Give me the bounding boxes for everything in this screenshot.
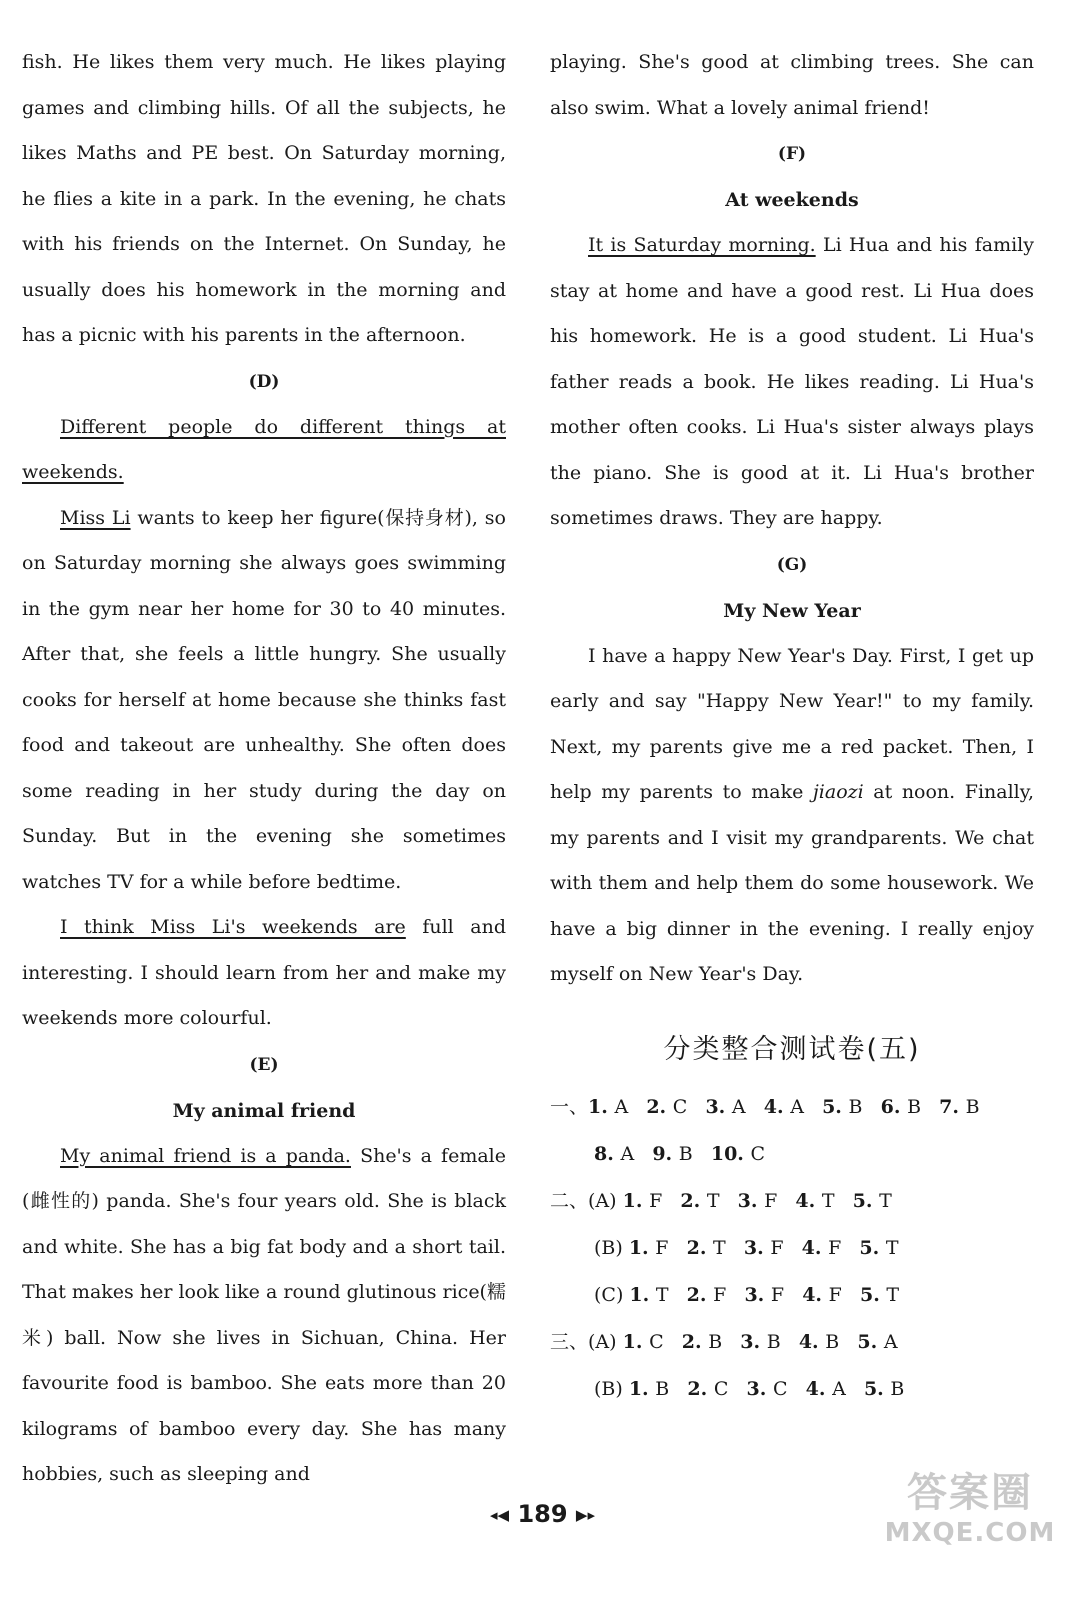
part2-row-c xyxy=(550,1272,917,1319)
answer-value: F xyxy=(655,1236,669,1259)
answer-value: C xyxy=(750,1142,766,1165)
answer-number: 3. xyxy=(737,1189,765,1212)
d-paragraph-2 xyxy=(22,496,506,906)
d-p3-underlined: I think Miss Li's weekends are xyxy=(60,916,406,938)
answer-number: 4. xyxy=(805,1377,833,1400)
answer-value: T xyxy=(713,1236,726,1259)
answer-value: F xyxy=(828,1236,842,1259)
answer-row xyxy=(550,1225,1034,1272)
g-paragraph-1 xyxy=(550,634,1034,998)
answer-number: 6. xyxy=(880,1095,908,1118)
answer-value: F xyxy=(828,1283,842,1306)
answer-sub-label: (B) xyxy=(594,1377,629,1400)
part1-line2 xyxy=(550,1131,783,1178)
answer-number: 4. xyxy=(801,1236,829,1259)
g-p1-part1: I have a happy New Year's Day. First, I get up early and say "Happy New Year!" to my family. Next, my parents give me a red packet. Then, I help my parents to make xyxy=(550,644,1034,803)
section-g-label: (G) xyxy=(776,554,808,575)
e-passage-end: playing. She's good at climbing trees. She can also swim. What a lovely animal friend! xyxy=(550,51,1034,119)
answer-number: 3. xyxy=(705,1095,732,1118)
answer-value: T xyxy=(886,1283,900,1306)
answer-number: 2. xyxy=(681,1330,709,1353)
previous-page-arrows-icon[interactable]: ◂◀ xyxy=(490,1506,510,1524)
g-p1-italic: jiaozi xyxy=(812,781,864,803)
answer-value: T xyxy=(821,1189,835,1212)
d-p2-rest: wants to keep her figure(保持身材), so on Saturday morning she always goes swimming in the gym near her home for 30 to 40 minutes. After that, she feels a little hungry. She usually cooks for herself at home because she thinks fast food and takeout are unhealthy. She often does some reading in her study during the day on Sunday. But in the evening she sometimes watches TV for a while before bedtime. xyxy=(22,506,506,893)
d-intro xyxy=(22,405,506,496)
answer-value: B xyxy=(825,1330,840,1353)
answer-number: 1. xyxy=(628,1236,656,1259)
answer-number: 5. xyxy=(822,1095,849,1118)
answer-number: 2. xyxy=(687,1377,714,1400)
part1-label: 一、 xyxy=(550,1095,589,1118)
d-p2-underlined: Miss Li xyxy=(60,506,131,529)
part1-line1 xyxy=(588,1096,998,1118)
e-p1-rest: She's a female (雌性的) panda. She's four years old. She is black and white. She has a big fat body and a short tail. That makes her look like a round glutinous rice(糯米) ball. Now she lives in Sichuan, China. Her favourite food is bamboo. She eats more than 20 kilograms of bamboo every day. She has many hobbies, such as sleeping and xyxy=(22,1144,506,1485)
answer-number: 10. xyxy=(710,1142,751,1165)
watermark-url: MXQE.COM xyxy=(884,1518,1056,1548)
answer-value: B xyxy=(965,1095,980,1118)
answer-sub-label: (B) xyxy=(594,1236,629,1259)
f-paragraph-1 xyxy=(550,223,1034,542)
answer-row xyxy=(550,1319,1034,1366)
watermark-logo: 答案圈 xyxy=(907,1470,1033,1516)
answer-value: B xyxy=(848,1095,863,1118)
answer-value: A xyxy=(790,1095,804,1118)
answer-number: 9. xyxy=(652,1142,679,1165)
left-column xyxy=(22,40,506,1498)
answer-value: B xyxy=(655,1377,670,1400)
answer-row xyxy=(550,1131,1034,1178)
answer-number: 3. xyxy=(743,1236,771,1259)
answer-value: A xyxy=(731,1095,746,1118)
right-column xyxy=(550,40,1034,1413)
next-page-arrows-icon[interactable]: ▶▸ xyxy=(575,1506,595,1524)
answer-number: 1. xyxy=(588,1095,615,1118)
page-number: 189 xyxy=(517,1500,568,1528)
answer-value: C xyxy=(649,1330,664,1353)
answer-value: F xyxy=(713,1283,727,1306)
d-paragraph-3 xyxy=(22,905,506,1042)
part3-row-b xyxy=(550,1366,922,1413)
answer-value: B xyxy=(708,1330,723,1353)
d-intro-underlined: Different people do different things at weekends. xyxy=(22,415,506,483)
answer-value: B xyxy=(907,1095,922,1118)
f-p1-rest: Li Hua and his family stay at home and have a good rest. Li Hua does his homework. He is a good student. Li Hua's father reads a book. He likes reading. Li Hua's mother often cooks. Li Hua's sister always plays the piano. She is good at it. Li Hua's brother sometimes draws. They are happy. xyxy=(550,234,1034,529)
section-g-title: My New Year xyxy=(723,599,861,622)
answer-value: C xyxy=(672,1095,688,1118)
answer-sub-label: (A) xyxy=(588,1330,623,1353)
answer-value: F xyxy=(770,1283,785,1306)
answer-sub-label: (A) xyxy=(588,1189,623,1212)
answer-number: 5. xyxy=(859,1236,886,1259)
section-f-title: At weekends xyxy=(725,189,859,211)
answer-number: 3. xyxy=(740,1330,767,1353)
answer-value: A xyxy=(883,1330,898,1353)
answer-value: B xyxy=(890,1377,905,1400)
answer-number: 5. xyxy=(863,1377,891,1400)
answer-number: 7. xyxy=(939,1095,966,1118)
answer-row xyxy=(550,1272,1034,1319)
answer-number: 3. xyxy=(746,1377,773,1400)
section-e-title: My animal friend xyxy=(172,1099,356,1122)
answer-number: 1. xyxy=(629,1283,656,1306)
answer-row xyxy=(550,1366,1034,1413)
test-title: 分类整合测试卷(五) xyxy=(663,1033,921,1065)
answer-number: 4. xyxy=(763,1095,791,1118)
answer-value: F xyxy=(649,1189,663,1212)
answer-number: 2. xyxy=(680,1189,707,1212)
answer-number: 8. xyxy=(594,1142,621,1165)
answer-value: A xyxy=(620,1142,635,1165)
answer-number: 1. xyxy=(622,1189,650,1212)
answer-value: F xyxy=(764,1189,778,1212)
part3-row-a xyxy=(588,1331,916,1353)
c-passage-end: fish. He likes them very much. He likes playing games and climbing hills. Of all the subjects, he likes Maths and PE best. On Saturday morning, he flies a kite in a park. In the evening, he chats with his friends on the Internet. On Sunday, he usually does his homework in the morning and has a picnic with his parents in the afternoon. xyxy=(22,51,506,346)
answer-number: 2. xyxy=(686,1236,714,1259)
answer-value: A xyxy=(832,1377,846,1400)
answer-value: C xyxy=(772,1377,788,1400)
answer-value: T xyxy=(655,1283,669,1306)
answer-number: 2. xyxy=(646,1095,673,1118)
g-p1-part2: at noon. Finally, my parents and I visit my grandparents. We chat with them and help them do some housework. We have a big dinner in the evening. I really enjoy myself on New Year's Day. xyxy=(550,781,1034,985)
part2-row-a xyxy=(588,1190,910,1212)
answer-number: 1. xyxy=(622,1330,650,1353)
answer-value: A xyxy=(614,1095,629,1118)
answer-number: 3. xyxy=(744,1283,771,1306)
section-d-label: (D) xyxy=(248,371,280,392)
answer-number: 4. xyxy=(802,1283,829,1306)
answer-number: 4. xyxy=(798,1330,826,1353)
section-e-label: (E) xyxy=(249,1054,279,1075)
answer-value: B xyxy=(766,1330,781,1353)
f-p1-underlined: It is Saturday morning. xyxy=(588,234,816,256)
section-f-label: (F) xyxy=(777,144,807,164)
answer-value: B xyxy=(678,1142,693,1165)
answer-value: T xyxy=(706,1189,720,1212)
answer-row xyxy=(550,1084,1034,1131)
answer-number: 4. xyxy=(795,1189,822,1212)
e-p1-underlined: My animal friend is a panda. xyxy=(60,1144,351,1167)
e-paragraph-1 xyxy=(22,1134,506,1498)
answer-value: F xyxy=(770,1236,784,1259)
answer-value: T xyxy=(879,1189,892,1212)
watermark xyxy=(870,1468,1070,1548)
answer-value: C xyxy=(713,1377,729,1400)
answer-value: T xyxy=(885,1236,899,1259)
answer-number: 1. xyxy=(628,1377,656,1400)
answer-row xyxy=(550,1178,1034,1225)
answer-number: 2. xyxy=(686,1283,714,1306)
part2-label: 二、 xyxy=(550,1189,589,1212)
part3-label: 三、 xyxy=(550,1330,589,1353)
answer-number: 5. xyxy=(852,1189,880,1212)
answer-sub-label: (C) xyxy=(594,1283,630,1306)
answer-key xyxy=(550,1084,1034,1413)
answer-number: 5. xyxy=(859,1283,887,1306)
answer-number: 5. xyxy=(857,1330,884,1353)
d-p3-rest: full and interesting. I should learn from her and make my weekends more colourful. xyxy=(22,916,506,1029)
part2-row-b xyxy=(550,1225,917,1272)
